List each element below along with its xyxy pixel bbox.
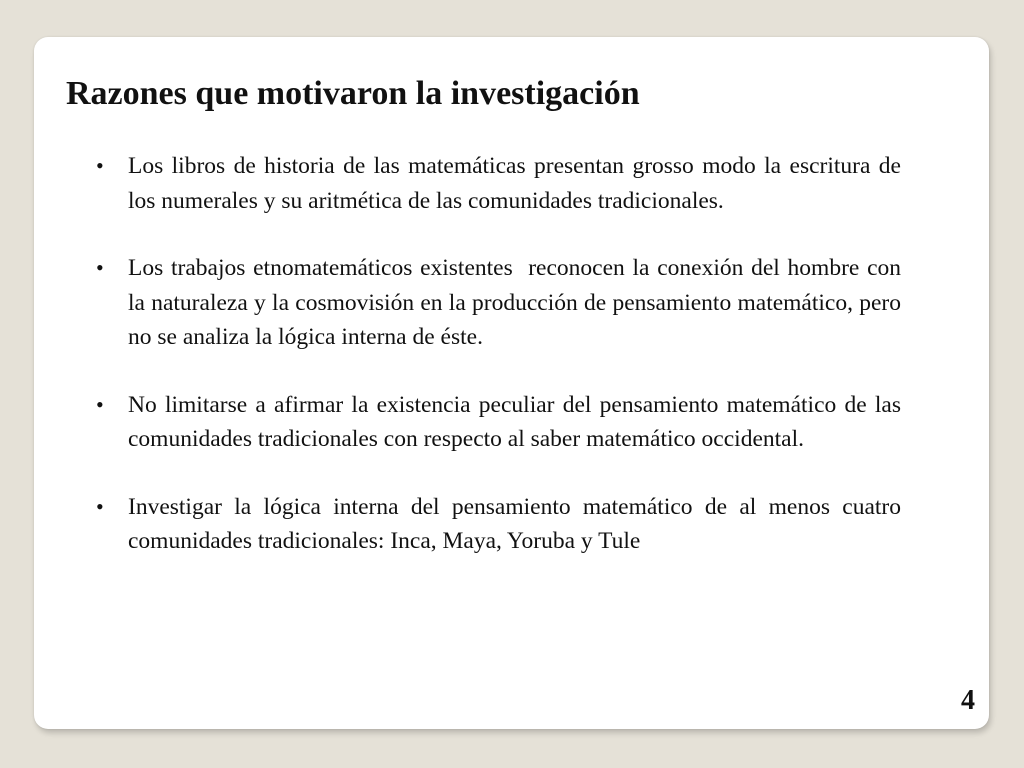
bullet-text: Los trabajos etnomatemáticos existentes reconocen la conexión del hombre con la naturaleza y la cosmovisión en la producción de pensamiento matemático, pero no se analiza la lógica interna de éste. xyxy=(128,255,907,350)
bullet-dot-icon: • xyxy=(96,391,104,417)
bullet-item xyxy=(96,388,901,457)
slide-card xyxy=(34,37,989,729)
bullet-text: No limitarse a afirmar la existencia peculiar del pensamiento matemático de las comunidades tradicionales con respecto al saber matemático occidental. xyxy=(128,391,901,452)
bullet-text: Investigar la lógica interna del pensamiento matemático de al menos cuatro comunidades tradicionales: Inca, Maya, Yoruba y Tule xyxy=(128,493,901,554)
page-number: 4 xyxy=(961,685,975,716)
bullet-dot-icon: • xyxy=(96,255,104,280)
bullet-dot-icon: • xyxy=(96,493,104,519)
bullet-item xyxy=(96,490,901,559)
bullet-dot-icon: • xyxy=(96,153,104,178)
bullet-item xyxy=(96,149,901,218)
bullet-text: Los libros de historia de las matemáticas presentan grosso modo la escritura de los numerales y su aritmética de las comunidades tradicionales. xyxy=(128,153,901,214)
slide-title: Razones que motivaron la investigación xyxy=(66,75,640,112)
bullet-item xyxy=(96,251,907,355)
bullet-list xyxy=(96,149,907,559)
